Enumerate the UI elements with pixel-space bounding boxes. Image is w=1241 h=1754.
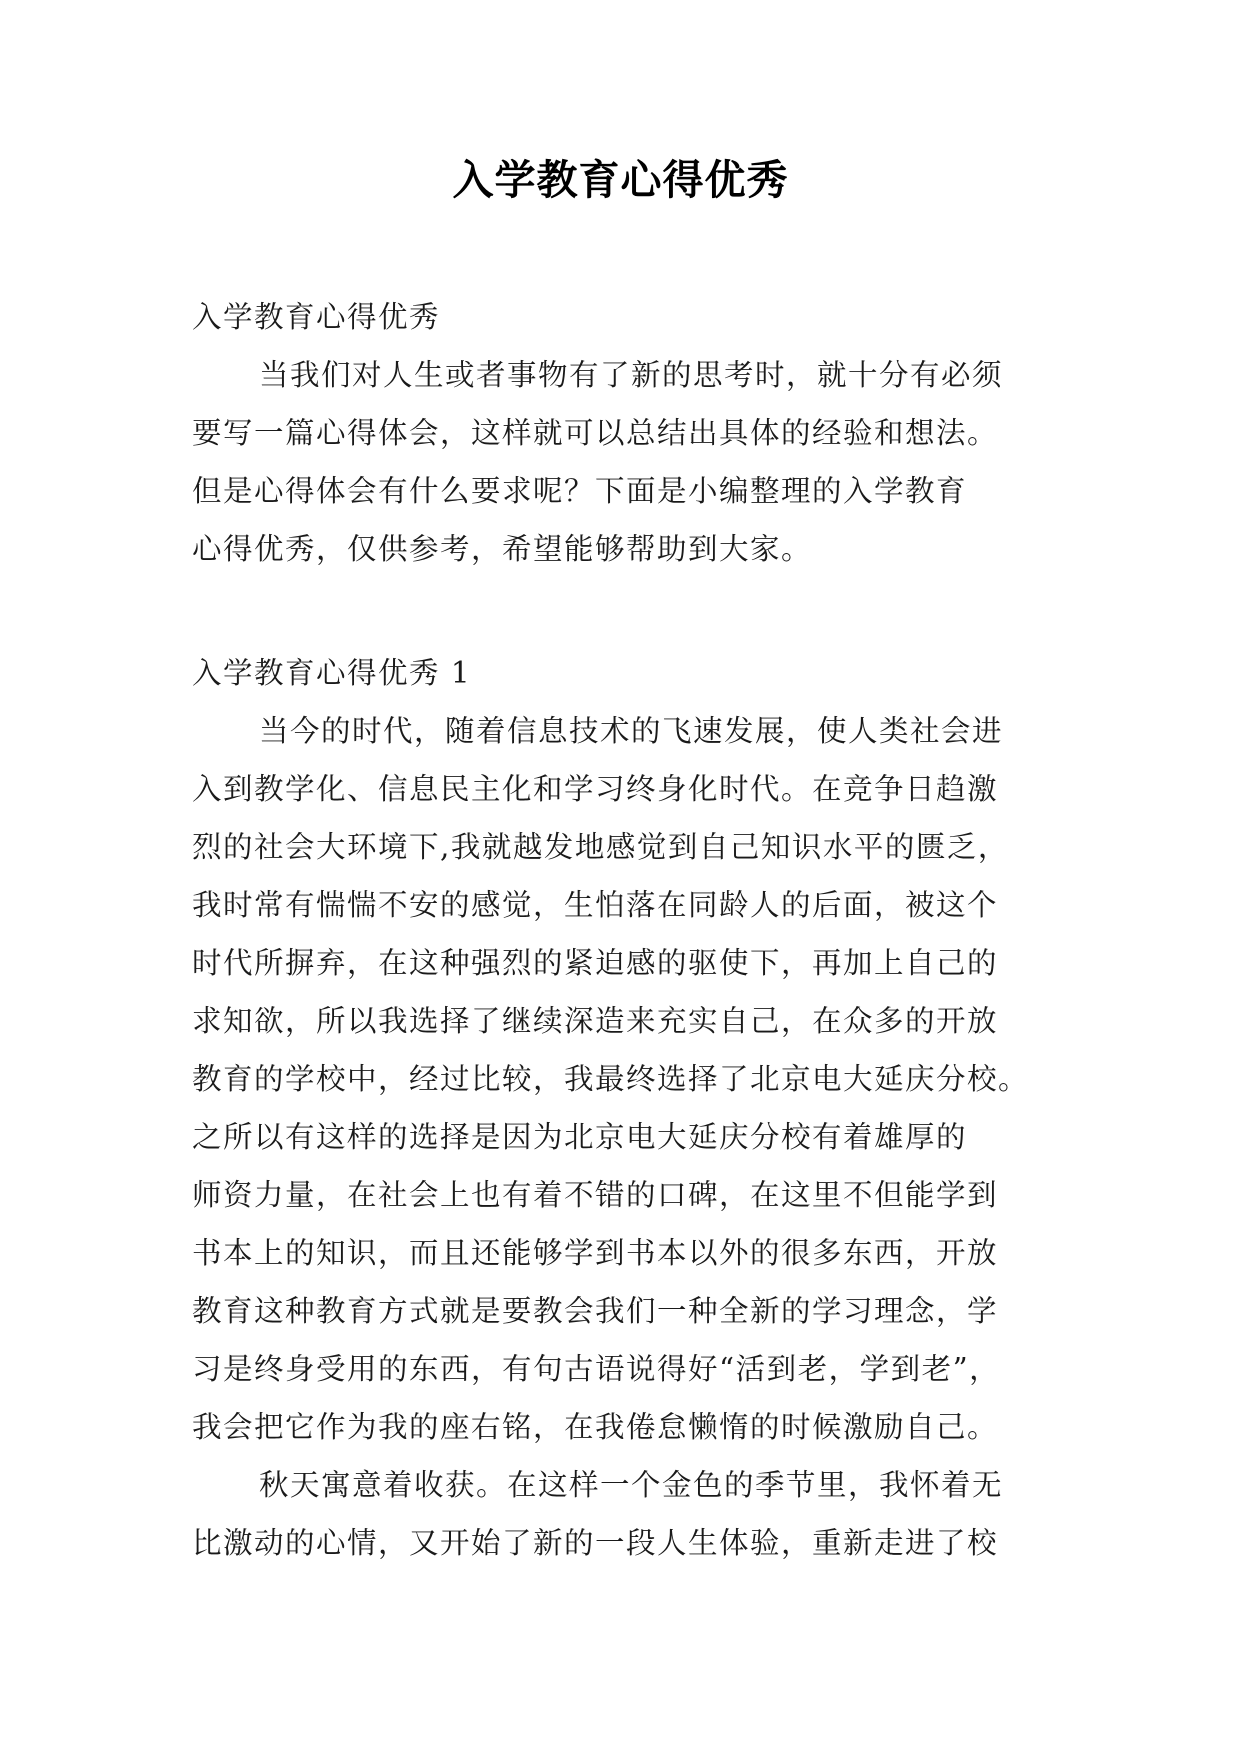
paragraph-line: 教育的学校中，经过比较，我最终选择了北京电大延庆分校。 xyxy=(192,1062,1030,1096)
paragraph-line: 要写一篇心得体会，这样就可以总结出具体的经验和想法。 xyxy=(192,416,999,450)
paragraph-line: 我时常有惴惴不安的感觉，生怕落在同龄人的后面，被这个 xyxy=(192,888,999,922)
paragraph-line: 求知欲，所以我选择了继续深造来充实自己，在众多的开放 xyxy=(192,1004,999,1038)
paragraph-line: 习是终身受用的东西，有句古语说得好“活到老，学到老”， xyxy=(192,1352,1001,1386)
section-1-paragraph-2 xyxy=(192,1456,1052,1572)
document-title: 入学教育心得优秀 xyxy=(452,156,789,204)
paragraph-line: 当我们对人生或者事物有了新的思考时，就十分有必须 xyxy=(259,358,1004,392)
intro-paragraph xyxy=(192,346,1052,578)
intro-heading: 入学教育心得优秀 xyxy=(192,300,441,334)
paragraph-line: 教育这种教育方式就是要教会我们一种全新的学习理念，学 xyxy=(192,1294,999,1328)
section-1-paragraph-1 xyxy=(192,702,1052,1456)
intro-section xyxy=(192,288,1052,578)
paragraph-line: 我会把它作为我的座右铭，在我倦怠懒惰的时候激励自己。 xyxy=(192,1410,999,1444)
paragraph-line: 之所以有这样的选择是因为北京电大延庆分校有着雄厚的 xyxy=(192,1120,968,1154)
paragraph-line: 师资力量，在社会上也有着不错的口碑，在这里不但能学到 xyxy=(192,1178,999,1212)
paragraph-line: 心得优秀，仅供参考，希望能够帮助到大家。 xyxy=(192,532,813,566)
paragraph-line: 秋天寓意着收获。在这样一个金色的季节里，我怀着无 xyxy=(259,1468,1004,1502)
paragraph-line: 入到教学化、信息民主化和学习终身化时代。在竞争日趋激 xyxy=(192,772,999,806)
paragraph-line: 但是心得体会有什么要求呢？下面是小编整理的入学教育 xyxy=(192,474,968,508)
paragraph-line: 当今的时代，随着信息技术的飞速发展，使人类社会进 xyxy=(259,714,1004,748)
section-1-heading: 入学教育心得优秀 1 xyxy=(192,656,472,690)
paragraph-line: 比激动的心情，又开始了新的一段人生体验，重新走进了校 xyxy=(192,1526,999,1560)
paragraph-line: 书本上的知识，而且还能够学到书本以外的很多东西，开放 xyxy=(192,1236,999,1270)
section-1 xyxy=(192,644,1052,1572)
paragraph-line: 时代所摒弃，在这种强烈的紧迫感的驱使下，再加上自己的 xyxy=(192,946,999,980)
paragraph-line: 烈的社会大环境下,我就越发地感觉到自己知识水平的匮乏， xyxy=(192,830,1009,864)
